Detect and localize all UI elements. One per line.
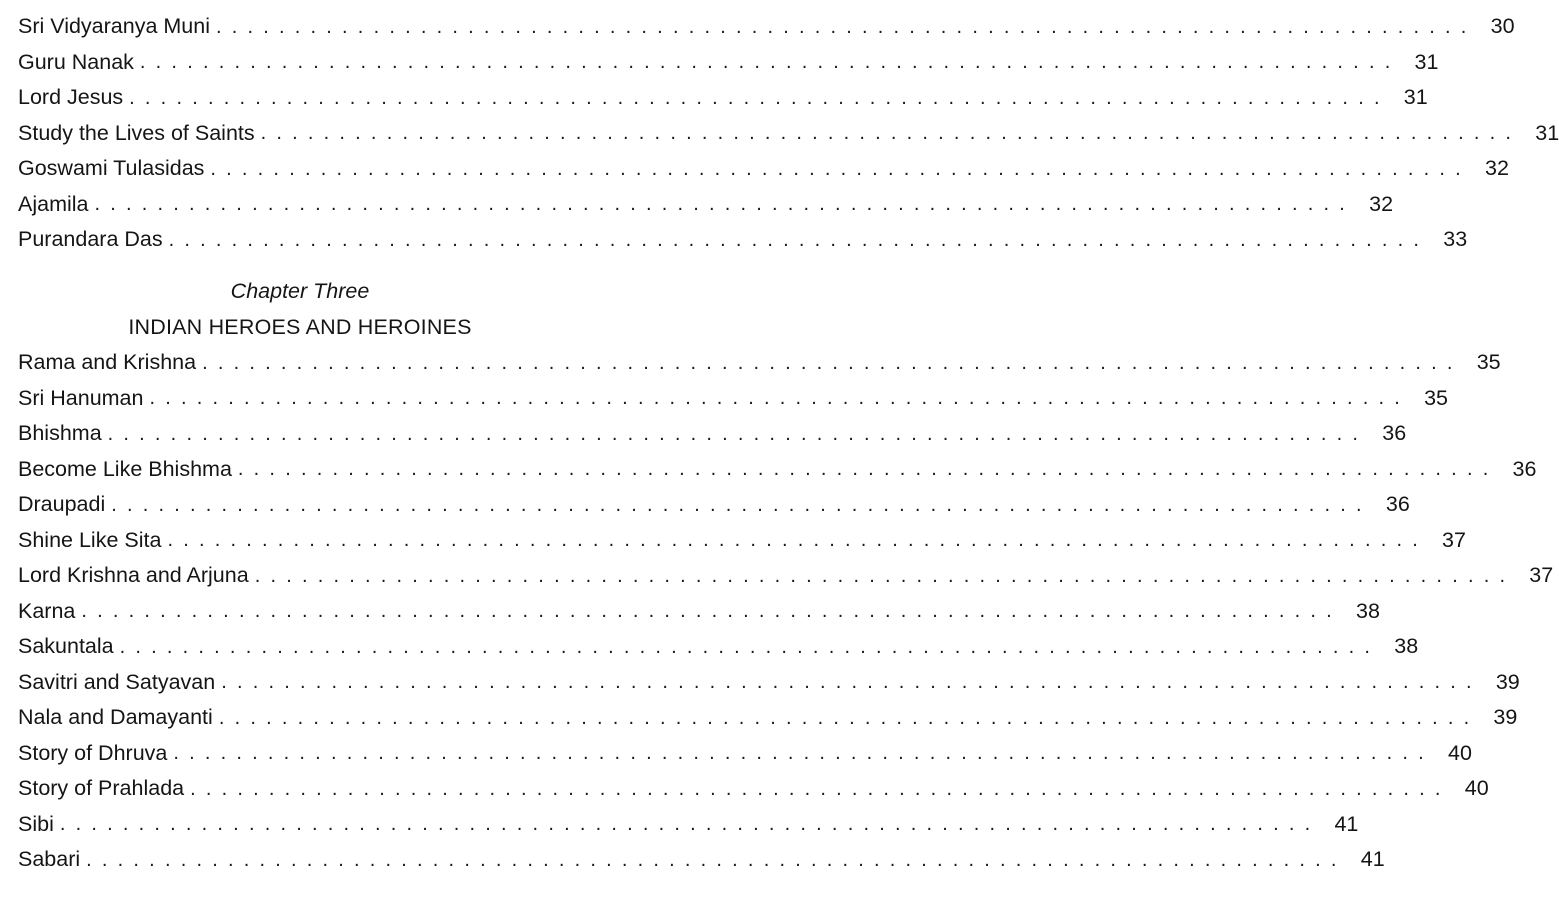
toc-entry-title: Guru Nanak: [18, 49, 134, 74]
dot-leader: ................................................................................: [81, 600, 1342, 623]
toc-entry-title: Sri Hanuman: [18, 385, 144, 410]
toc-entry: [18, 187, 1394, 223]
dot-leader: ................................................................................: [254, 564, 1516, 587]
dot-leader: ................................................................................: [237, 458, 1499, 481]
toc-entry: [18, 116, 1559, 152]
toc-entry-page-number: 39: [1495, 669, 1520, 694]
toc-entry: [18, 807, 1359, 843]
toc-entry: [18, 771, 1489, 807]
toc-entry-page-number: 36: [1385, 492, 1410, 516]
dot-leader: ................................................................................: [190, 777, 1451, 800]
toc-entry-title: Purandara Das: [18, 227, 163, 251]
toc-entry: [18, 558, 1554, 594]
dot-leader: ................................................................................: [260, 122, 1522, 145]
toc-entry-title: Ajamila: [18, 191, 89, 216]
toc-entry-title: Become Like Bhishma: [18, 456, 232, 481]
toc-entry-page-number: 31: [1403, 85, 1428, 109]
toc-entry: [18, 416, 1407, 452]
toc-entry-page-number: 31: [1414, 49, 1439, 74]
toc-entry: [18, 487, 1410, 523]
toc-entry-title: Sibi: [18, 811, 54, 836]
toc-entry-page-number: 40: [1464, 776, 1489, 800]
dot-leader: ................................................................................: [94, 193, 1356, 216]
toc-entry-title: Karna: [18, 598, 76, 623]
dot-leader: ................................................................................: [139, 51, 1401, 74]
toc-entry: [18, 151, 1509, 187]
toc-entry-title: Rama and Krishna: [18, 350, 197, 374]
toc-entry-page-number: 37: [1529, 563, 1554, 587]
toc-entry-page-number: 35: [1476, 350, 1501, 374]
dot-leader: ................................................................................: [168, 228, 1430, 251]
toc-entry: [18, 80, 1428, 116]
toc-entry-page-number: 35: [1424, 385, 1449, 410]
dot-leader: ................................................................................: [167, 529, 1428, 552]
toc-entry: [18, 594, 1380, 630]
toc-entry: [18, 345, 1501, 381]
dot-leader: ................................................................................: [107, 422, 1369, 445]
toc-entry-title: Sri Vidyaranya Muni: [18, 14, 210, 38]
toc-entry: [18, 665, 1520, 701]
toc-entry-title: Study the Lives of Saints: [18, 120, 255, 145]
chapter-label: Chapter Three: [230, 279, 370, 303]
toc-entry: [18, 700, 1518, 736]
dot-leader: ................................................................................: [111, 493, 1372, 516]
toc-entry: [18, 629, 1419, 665]
toc-entry-page-number: 38: [1394, 634, 1419, 658]
dot-leader: ................................................................................: [202, 351, 1463, 374]
toc-entry-page-number: 33: [1443, 227, 1468, 251]
toc-entry-title: Story of Dhruva: [18, 740, 168, 765]
dot-leader: ................................................................................: [119, 635, 1381, 658]
toc-entry: [18, 452, 1537, 488]
toc-entry: [18, 222, 1468, 258]
toc-entry-page-number: 41: [1334, 811, 1359, 836]
toc-list-top: [18, 9, 1559, 258]
dot-leader: ................................................................................: [86, 848, 1347, 871]
toc-entry-page-number: 37: [1442, 527, 1466, 552]
toc-entry-page-number: 32: [1485, 156, 1509, 180]
toc-entry: [18, 45, 1439, 81]
toc-entry-title: Shine Like Sita: [18, 527, 162, 552]
toc-entry-title: Lord Krishna and Arjuna: [18, 563, 249, 587]
dot-leader: ................................................................................: [218, 706, 1480, 729]
chapter-title: INDIAN HEROES AND HEROINES: [128, 315, 472, 339]
toc-entry-page-number: 39: [1493, 705, 1518, 729]
toc-list-bottom: [18, 345, 1554, 878]
toc-entry-title: Goswami Tulasidas: [18, 156, 205, 180]
toc-entry-title: Sabari: [18, 847, 81, 871]
toc-entry-title: Lord Jesus: [18, 85, 124, 109]
toc-entry-page-number: 41: [1360, 847, 1385, 871]
dot-leader: ................................................................................: [216, 15, 1477, 38]
toc-entry-title: Nala and Damayanti: [18, 705, 213, 729]
toc-entry-page-number: 30: [1490, 14, 1515, 38]
toc-entry: [18, 381, 1449, 417]
toc-entry-title: Sakuntala: [18, 634, 114, 658]
toc-entry-page-number: 36: [1512, 456, 1537, 481]
dot-leader: ................................................................................: [59, 813, 1321, 836]
toc-entry-page-number: 31: [1535, 120, 1559, 145]
toc-entry-title: Bhishma: [18, 421, 102, 445]
dot-leader: ................................................................................: [149, 387, 1411, 410]
toc-entry-title: Draupadi: [18, 492, 106, 516]
dot-leader: ................................................................................: [173, 742, 1434, 765]
toc-entry: [18, 9, 1515, 45]
dot-leader: ................................................................................: [129, 86, 1390, 109]
toc-entry: [18, 736, 1472, 772]
toc-entry: [18, 842, 1385, 878]
toc-entry-page-number: 38: [1355, 598, 1380, 623]
toc-entry: [18, 523, 1466, 559]
dot-leader: ................................................................................: [221, 671, 1482, 694]
dot-leader: ................................................................................: [210, 157, 1471, 180]
toc-entry-page-number: 36: [1382, 421, 1407, 445]
toc-entry-title: Story of Prahlada: [18, 776, 185, 800]
toc-entry-page-number: 40: [1447, 740, 1472, 765]
toc-entry-title: Savitri and Satyavan: [18, 669, 216, 694]
toc-entry-page-number: 32: [1369, 191, 1394, 216]
